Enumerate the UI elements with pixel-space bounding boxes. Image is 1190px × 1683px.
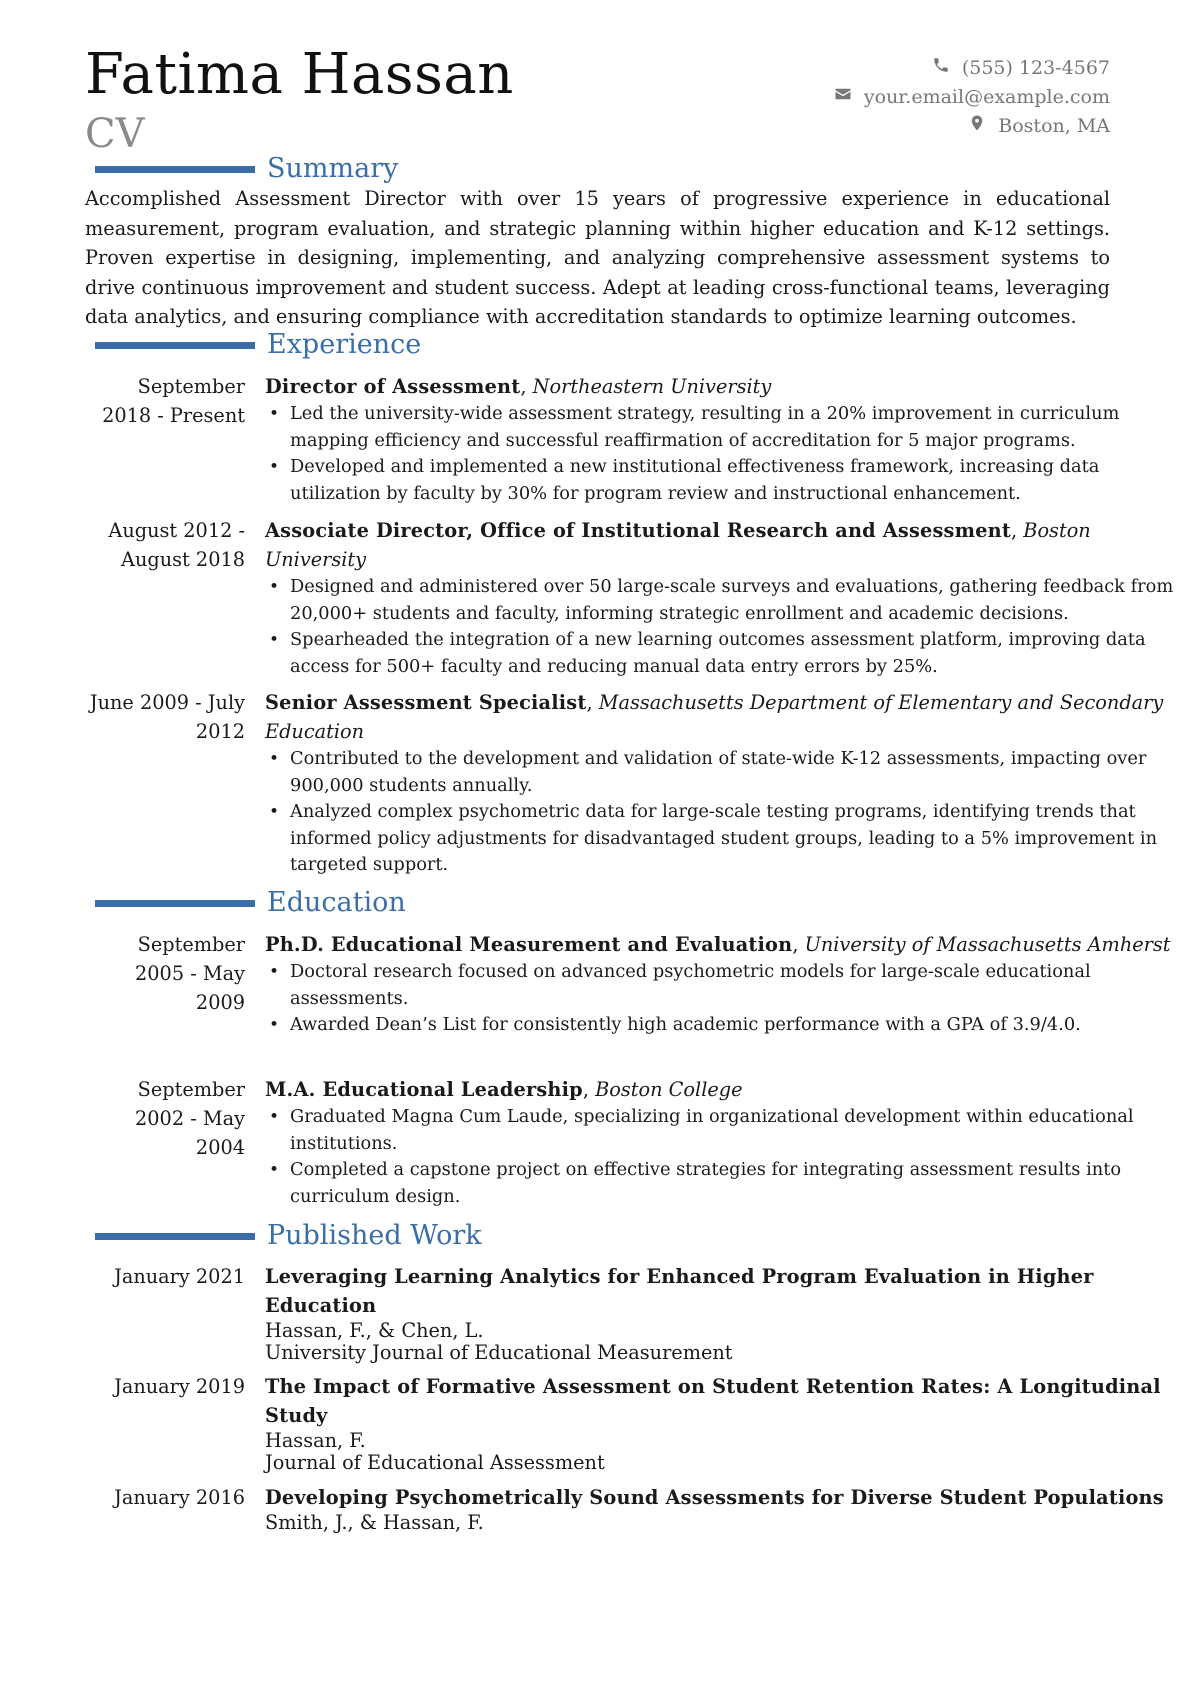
section-title: Summary: [267, 153, 399, 184]
contact-email: [834, 83, 1110, 112]
entry-bullets: [265, 401, 1185, 507]
entry-bullets: [265, 574, 1185, 680]
section-title: Experience: [267, 329, 422, 360]
publication-title-line: [265, 1262, 1185, 1320]
entry-headline: Director of Assessment, Northeastern University: [265, 375, 772, 398]
education-heading: [95, 888, 406, 918]
summary-text: Accomplished Assessment Director with over 15 years of progressive experience in educational measurement, program evaluation, and strategic planning within higher education and K-12 settings. Proven expertise in designing, implementing, and analyzing comprehensive assessment systems to drive continuous improvement and student success. Adept at leading cross-functional teams, leveraging data analytics, and ensuring compliance with accreditation standards to optimize learning outcomes.: [85, 187, 1110, 328]
publication-venue: University Journal of Educational Measurement: [265, 1341, 733, 1364]
person-name: Fatima Hassan: [85, 42, 514, 107]
publication-authors: Smith, J., & Hassan, F.: [265, 1511, 484, 1534]
entry-date: June 2009 - July 2012: [89, 691, 245, 743]
email-link[interactable]: your.email@example.com: [863, 86, 1110, 108]
entry-date: September 2005 - May 2009: [135, 933, 245, 1014]
document-subtitle: CV: [85, 111, 145, 157]
entry-date: August 2012 - August 2018: [108, 519, 245, 571]
entry-title: Associate Director, Office of Institutional Research and Assessment: [265, 519, 1012, 542]
contact-phone: [834, 54, 1110, 83]
list-item: • Led the university-wide assessment strategy, resulting in a 20% improvement in curriculum mapping efficiency and successful reaffirmation of accreditation for 5 major programs.: [265, 401, 1185, 454]
contact-location: [834, 112, 1110, 141]
location-text: Boston, MA: [998, 115, 1110, 137]
entry-org: Massachusetts Department of Elementary and Secondary Education: [265, 691, 1164, 743]
entry-headline: M.A. Educational Leadership, Boston College: [265, 1078, 743, 1101]
entry-headline: Senior Assessment Specialist, Massachusetts Department of Elementary and Secondary Education: [265, 691, 1164, 743]
publication-title-line: [265, 1483, 1185, 1512]
publication-authors: Hassan, F.: [265, 1429, 366, 1452]
experience-heading: [95, 330, 421, 360]
entry-headline: Ph.D. Educational Measurement and Evaluation, University of Massachusetts Amherst: [265, 933, 1171, 956]
section-title: Published Work: [267, 1220, 482, 1251]
list-item: • Spearheaded the integration of a new learning outcomes assessment platform, improving data access for 500+ faculty and reducing manual data entry errors by 25%.: [265, 627, 1185, 680]
entry-org: Boston College: [595, 1078, 743, 1101]
phone-text: (555) 123-4567: [961, 57, 1110, 79]
list-item: • Graduated Magna Cum Laude, specializing in organizational development within educational institutions.: [265, 1104, 1185, 1157]
list-item: • Analyzed complex psychometric data for large-scale testing programs, identifying trends that informed policy adjustments for disadvantaged student groups, leading to a 5% improvement in targeted support.: [265, 799, 1185, 879]
entry-bullets: [265, 1104, 1185, 1210]
summary-heading: [95, 154, 398, 184]
entry-date: January 2016: [114, 1486, 245, 1509]
entry-headline: Associate Director, Office of Institutional Research and Assessment, Boston University: [265, 519, 1091, 571]
phone-icon: [932, 54, 950, 83]
entry-bullets: [265, 746, 1185, 879]
entry-org: University of Massachusetts Amherst: [804, 933, 1171, 956]
list-item: • Completed a capstone project on effective strategies for integrating assessment results into curriculum design.: [265, 1157, 1185, 1210]
entry-bullets: [265, 959, 1185, 1039]
entry-date: January 2019: [114, 1375, 245, 1398]
list-item: • Contributed to the development and validation of state-wide K-12 assessments, impacting over 900,000 students annually.: [265, 746, 1185, 799]
entry-title: Director of Assessment: [265, 375, 521, 398]
list-item: • Doctoral research focused on advanced psychometric models for large-scale educational assessments.: [265, 959, 1185, 1012]
publication-title: Leveraging Learning Analytics for Enhanced Program Evaluation in Higher Education: [265, 1265, 1094, 1317]
entry-title: Ph.D. Educational Measurement and Evaluation: [265, 933, 793, 956]
map-pin-icon: [968, 112, 986, 141]
contact-block: [834, 54, 1110, 141]
section-title: Education: [267, 887, 406, 918]
section-rule: [95, 342, 255, 349]
section-rule: [95, 166, 255, 173]
published-heading: [95, 1221, 482, 1251]
section-rule: [95, 900, 255, 907]
list-item: • Designed and administered over 50 large-scale surveys and evaluations, gathering feedback from 20,000+ students and faculty, informing strategic enrollment and academic decisions.: [265, 574, 1185, 627]
entry-date: September 2002 - May 2004: [135, 1078, 245, 1159]
section-rule: [95, 1233, 255, 1240]
list-item: • Developed and implemented a new institutional effectiveness framework, increasing data utilization by faculty by 30% for program review and instructional enhancement.: [265, 454, 1185, 507]
entry-date: September 2018 - Present: [102, 375, 245, 427]
envelope-icon: [834, 83, 852, 112]
publication-title: Developing Psychometrically Sound Assessments for Diverse Student Populations: [265, 1486, 1164, 1509]
publication-title: The Impact of Formative Assessment on Student Retention Rates: A Longitudinal Study: [265, 1375, 1161, 1427]
entry-org: Northeastern University: [532, 375, 772, 398]
entry-date: January 2021: [114, 1265, 245, 1288]
list-item: • Awarded Dean’s List for consistently high academic performance with a GPA of 3.9/4.0.: [265, 1012, 1185, 1039]
entry-title: M.A. Educational Leadership: [265, 1078, 583, 1101]
entry-title: Senior Assessment Specialist: [265, 691, 587, 714]
publication-title-line: [265, 1372, 1185, 1430]
entry-org: Boston University: [265, 519, 1091, 571]
publication-venue: Journal of Educational Assessment: [265, 1451, 605, 1474]
publication-authors: Hassan, F., & Chen, L.: [265, 1319, 484, 1342]
